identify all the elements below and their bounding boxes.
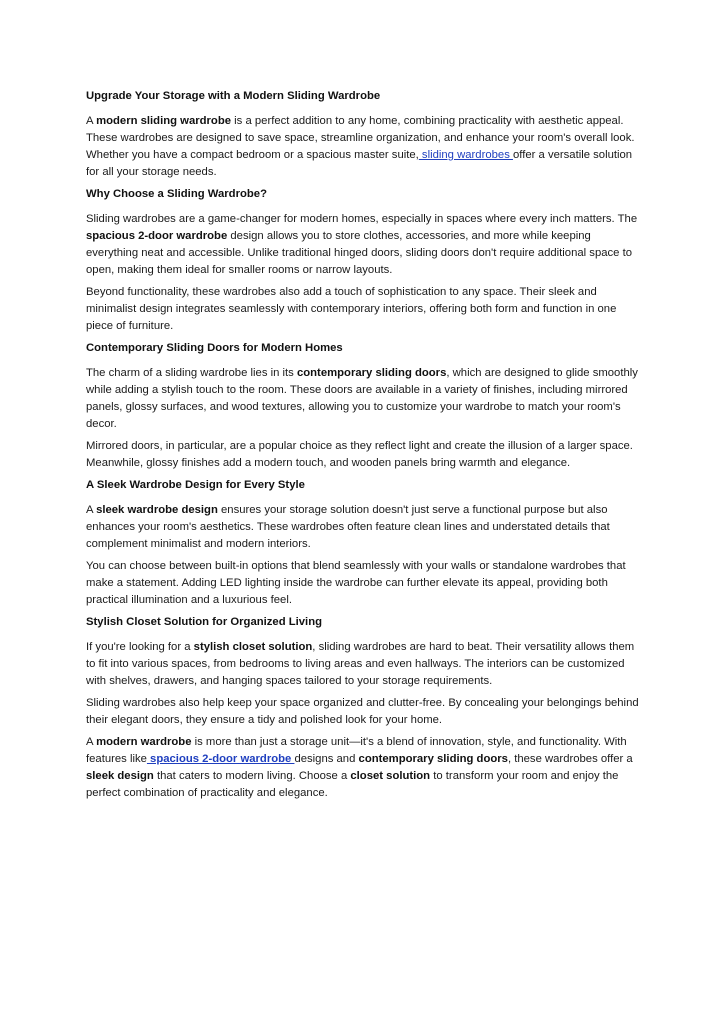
paragraph: You can choose between built-in options that blend seamlessly with your walls or standalone wardrobes that make a statement. Adding LED lighting inside the wardrobe can further elevate its appeal, providing both practical illumination and a luxurious feel. [86, 560, 626, 606]
intro-paragraph [86, 113, 640, 181]
text: offer a versatile solution for all your storage needs. [86, 149, 633, 178]
text: If you're looking for a [86, 641, 194, 653]
paragraph: Sliding wardrobes also help keep your space organized and clutter-free. By concealing your belongings behind their elegant doors, they ensure a tidy and polished look for your home. [86, 697, 639, 726]
sliding-wardrobes-link[interactable]: sliding wardrobes [418, 149, 513, 161]
text: to transform your room and enjoy the perfect combination of practicality and elegance. [86, 770, 619, 799]
bold-phrase: closet solution [350, 770, 431, 782]
bold-phrase: modern sliding wardrobe [96, 115, 232, 127]
text: design allows you to store clothes, accessories, and more while keeping everything neat and accessible. Unlike traditional hinged doors, sliding doors don't require additional space to open, making them ideal for smaller rooms or narrow layouts. [86, 230, 633, 276]
text: designs and [294, 753, 359, 765]
bold-phrase: sleek design [86, 770, 154, 782]
bold-phrase: stylish closet solution [193, 641, 313, 653]
closing-paragraph [86, 734, 640, 802]
section-heading-why-choose: Why Choose a Sliding Wardrobe? [86, 188, 267, 200]
text: ensures your storage solution doesn't just serve a functional purpose but also enhances your room's aesthetics. These wardrobes often feature clean lines and understated details that complement minimalist and modern interiors. [86, 504, 610, 550]
paragraph [86, 365, 640, 433]
text: , which are designed to glide smoothly while adding a stylish touch to the room. These doors are available in a variety of finishes, including mirrored panels, glossy surfaces, and wood textures, allowing you to customize your wardrobe to match your room's decor. [86, 367, 638, 430]
bold-phrase: modern wardrobe [96, 736, 192, 748]
text: A [86, 504, 97, 516]
bold-phrase: contemporary sliding doors [358, 753, 508, 765]
text: Sliding wardrobes are a game-changer for modern homes, especially in spaces where every inch matters. The [86, 213, 638, 225]
section-heading-sleek-design: A Sleek Wardrobe Design for Every Style [86, 479, 305, 491]
text: is more than just a storage unit—it's a blend of innovation, style, and functionality. With features like [86, 736, 627, 765]
document-title: Upgrade Your Storage with a Modern Sliding Wardrobe [86, 90, 381, 102]
paragraph [86, 639, 640, 690]
paragraph: Mirrored doors, in particular, are a popular choice as they reflect light and create the illusion of a larger space. Meanwhile, glossy finishes add a modern touch, and wooden panels bring warmth and elegance. [86, 440, 633, 469]
bold-phrase: sleek wardrobe design [96, 504, 218, 516]
section-heading-stylish-closet: Stylish Closet Solution for Organized Living [86, 616, 322, 628]
section-heading-contemporary-doors: Contemporary Sliding Doors for Modern Homes [86, 342, 343, 354]
paragraph [86, 211, 640, 279]
spacious-2-door-wardrobe-link[interactable]: spacious 2-door wardrobe [146, 753, 295, 765]
text: , sliding wardrobes are hard to beat. Their versatility allows them to fit into various spaces, from bedrooms to living areas and even hallways. The interiors can be customized with shelves, drawers, and hanging spaces tailored to your storage requirements. [86, 641, 635, 687]
text: that caters to modern living. Choose a [153, 770, 351, 782]
bold-phrase: contemporary sliding doors [296, 367, 447, 379]
text: The charm of a sliding wardrobe lies in its [86, 367, 297, 379]
text: A [86, 736, 97, 748]
bold-phrase: spacious 2-door wardrobe [86, 230, 228, 242]
text: A [86, 115, 97, 127]
paragraph: Beyond functionality, these wardrobes also add a touch of sophistication to any space. Their sleek and minimalist design integrates seamlessly with contemporary interiors, offering both form and function in one piece of furniture. [86, 286, 617, 332]
text: , these wardrobes offer a [507, 753, 633, 765]
text: is a perfect addition to any home, combining practicality with aesthetic appeal. These wardrobes are designed to save space, streamline organization, and enhance your room's overall look. Whether you have a compact bedroom or a spacious master suite, [86, 115, 635, 161]
paragraph [86, 502, 640, 553]
